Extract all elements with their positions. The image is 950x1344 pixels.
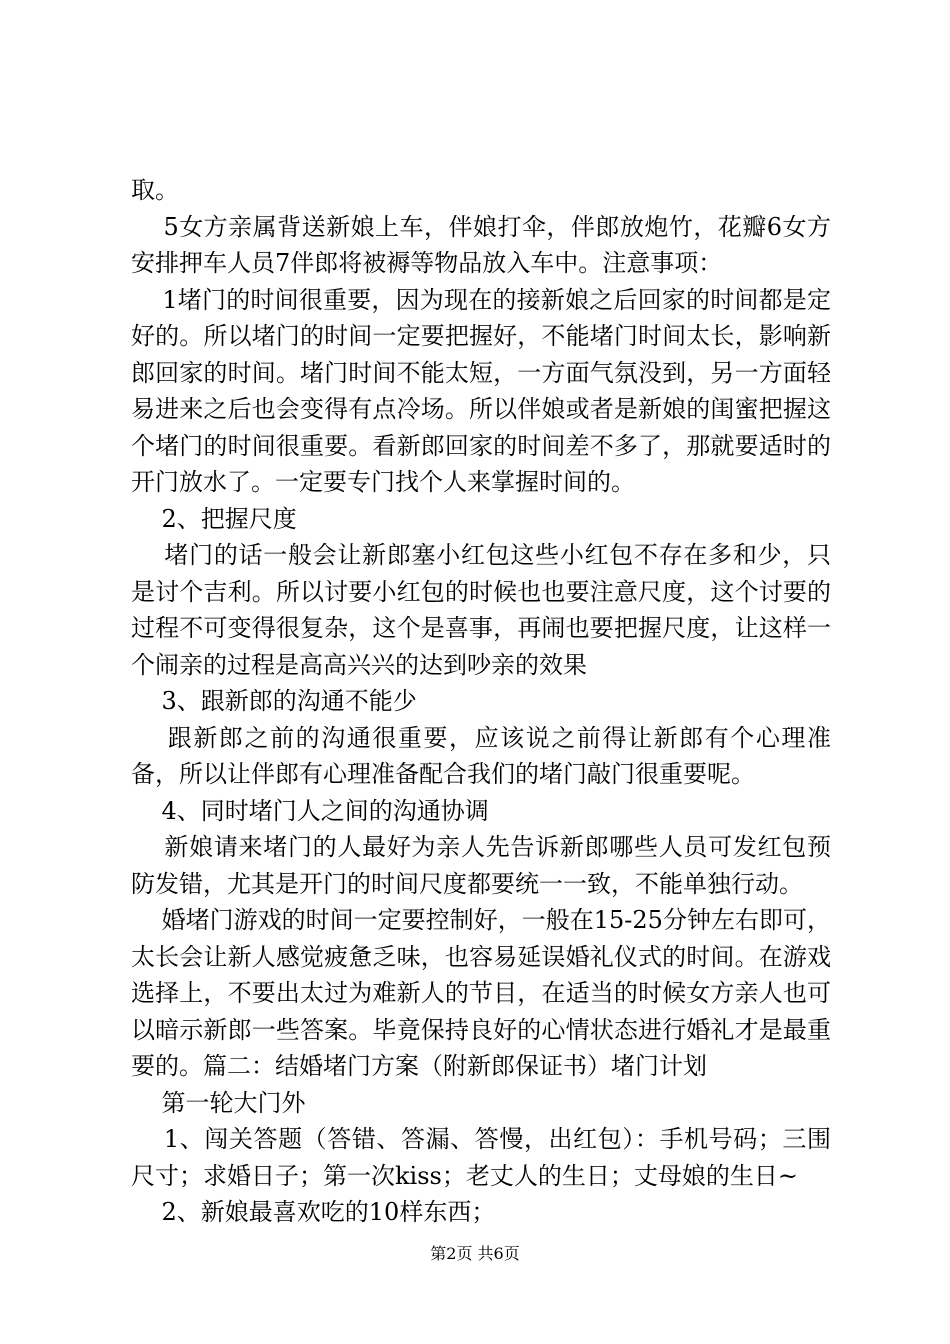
heading-paragraph: 3、跟新郎的沟通不能少 [131,687,417,715]
paragraph: 1堵门的时间很重要，因为现在的接新娘之后回家的时间都是定好的。所以堵门的时间一定要把握好，不能堵门时间太长，影响新郎回家的时间。堵门时间不能太短，一方面气氛没到，另一方面轻易进来之后也会变得有点冷场。所以伴娘或者是新娘的闺蜜把握这个堵门的时间很重要。看新郎回家的时间差不多了，那就要适时的开门放水了。一定要专门找个人来掌握时间的。 [131,285,831,496]
paragraph: 新娘请来堵门的人最好为亲人先告诉新郎哪些人员可发红包预防发错，尤其是开门的时间尺度都要统一一致，不能单独行动。 [131,833,832,898]
heading-paragraph: 2、把握尺度 [131,504,297,533]
paragraph: 1、闯关答题（答错、答漏、答慢，出红包）：手机号码；三围尺寸；求婚日子；第一次kiss；老丈人的生日；丈母娘的生日~ [131,1125,831,1190]
paragraph: 跟新郎之前的沟通很重要，应该说之前得让新郎有个心理准备，所以让伴郎有心理准备配合我们的堵门敲门很重要呢。 [131,723,832,788]
paragraph: 2、新娘最喜欢吃的10样东西； [131,1198,496,1226]
heading-paragraph: 4、同时堵门人之间的沟通协调 [131,796,489,825]
heading-paragraph: 第一轮大门外 [131,1088,306,1117]
paragraph: 取。 [131,176,179,204]
paragraph: 堵门的话一般会让新郎塞小红包这些小红包不存在多和少，只是讨个吉利。所以讨要小红包的时候也也要注意尺度，这个讨要的过程不可变得很复杂，这个是喜事，再闹也要把握尺度，让这样一个闹亲的过程是高高兴兴的达到吵亲的效果 [131,541,832,679]
paragraph: 5女方亲属背送新娘上车，伴娘打伞，伴郎放炮竹，花瓣6女方安排押车人员7伴郎将被褥等物品放入车中。注意事项： [131,212,832,277]
page-number-footer: 第2页 共6页 [430,1244,520,1263]
document-body [131,172,831,1231]
paragraph: 婚堵门游戏的时间一定要控制好，一般在15-25分钟左右即可，太长会让新人感觉疲惫乏味，也容易延误婚礼仪式的时间。在游戏选择上，不要出太过为难新人的节目，在适当的时候女方亲人也可以暗示新郎一些答案。毕竟保持良好的心情状态进行婚礼才是最重要的。篇二：结婚堵门方案（附新郎保证书）堵门计划 [131,906,832,1080]
